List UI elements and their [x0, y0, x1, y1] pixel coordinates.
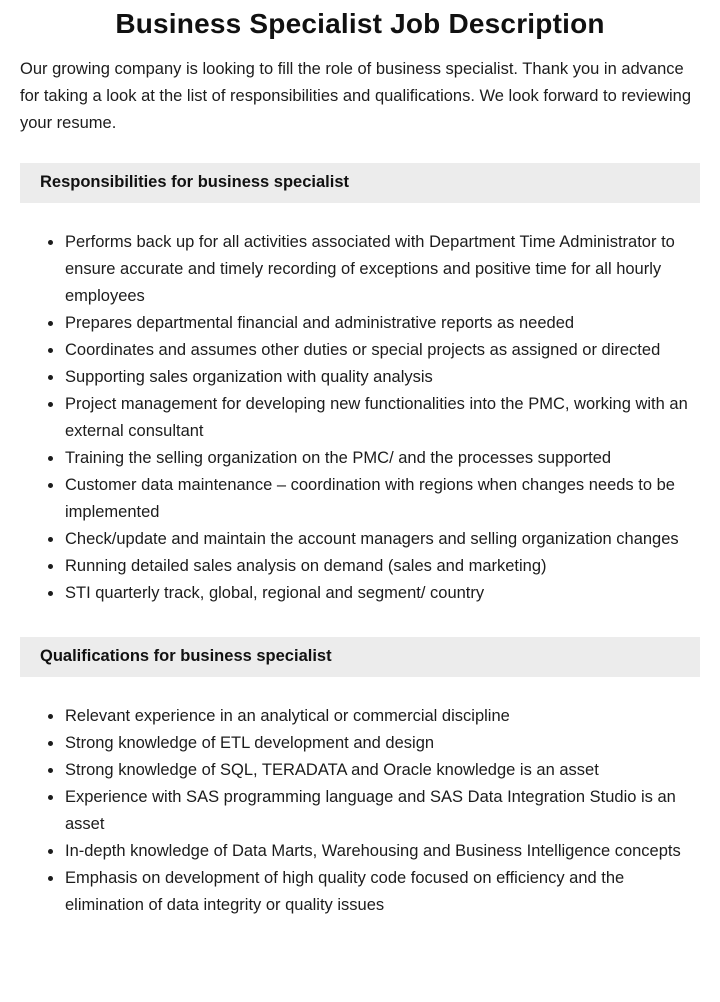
- list-item: Performs back up for all activities associated with Department Time Administrator to ensure accurate and timely recording of exceptions and positive time for all hourly employees: [65, 229, 700, 310]
- list-item: Supporting sales organization with quality analysis: [65, 364, 700, 391]
- list-item: Coordinates and assumes other duties or special projects as assigned or directed: [65, 337, 700, 364]
- list-item: Running detailed sales analysis on demand (sales and marketing): [65, 553, 700, 580]
- section-header-responsibilities: Responsibilities for business specialist: [20, 163, 700, 203]
- qualifications-list: [20, 703, 700, 919]
- list-item: Strong knowledge of ETL development and design: [65, 730, 700, 757]
- list-item: In-depth knowledge of Data Marts, Warehousing and Business Intelligence concepts: [65, 838, 700, 865]
- intro-paragraph: Our growing company is looking to fill the role of business specialist. Thank you in advance for taking a look at the list of responsibilities and qualifications. We look forward to reviewing your resume.: [20, 60, 692, 132]
- section-header-qualifications: Qualifications for business specialist: [20, 637, 700, 677]
- list-item: Training the selling organization on the PMC/ and the processes supported: [65, 445, 700, 472]
- list-item: Experience with SAS programming language and SAS Data Integration Studio is an asset: [65, 784, 700, 838]
- list-item: Strong knowledge of SQL, TERADATA and Oracle knowledge is an asset: [65, 757, 700, 784]
- list-item: Prepares departmental financial and administrative reports as needed: [65, 310, 700, 337]
- list-item: Relevant experience in an analytical or commercial discipline: [65, 703, 700, 730]
- list-item: Project management for developing new functionalities into the PMC, working with an external consultant: [65, 391, 700, 445]
- list-item: STI quarterly track, global, regional and segment/ country: [65, 580, 700, 607]
- list-item: Emphasis on development of high quality code focused on efficiency and the elimination of data integrity or quality issues: [65, 865, 700, 919]
- page-title: Business Specialist Job Description: [115, 8, 605, 39]
- responsibilities-list: [20, 229, 700, 607]
- list-item: Check/update and maintain the account managers and selling organization changes: [65, 526, 700, 553]
- list-item: Customer data maintenance – coordination with regions when changes needs to be implemented: [65, 472, 700, 526]
